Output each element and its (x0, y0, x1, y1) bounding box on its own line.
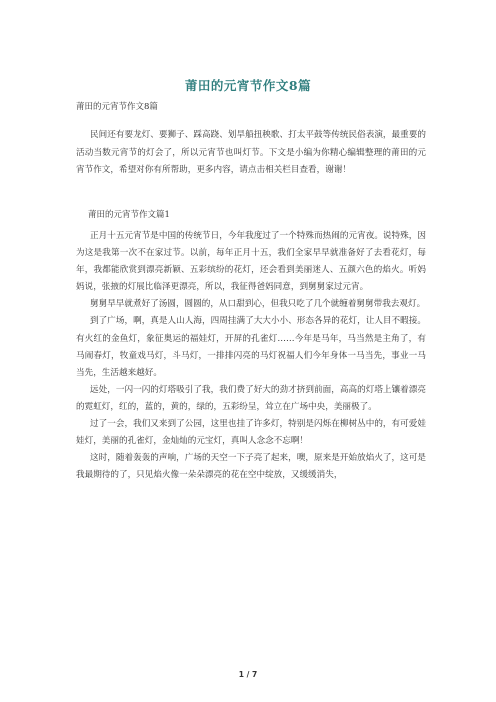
page-number: 1 / 7 (238, 670, 258, 679)
body-paragraph: 远处，一闪一闪的灯塔吸引了我，我们费了好大的劲才挤到前面，高高的灯塔上镶着漂亮的霓虹灯，红的，蓝的，黄的，绿的，五彩纷呈，耸立在广场中央，美丽极了。 (76, 384, 426, 412)
body-paragraph: 过了一会，我们又来到了公园，这里也挂了许多灯，特别是闪烁在柳树丛中的，有可爱娃娃灯，美丽的孔雀灯，金灿灿的元宝灯，真叫人念念不忘啊！ (76, 419, 426, 447)
document-subtitle: 莆田的元宵节作文8篇 (76, 102, 158, 112)
body-paragraph: 舅舅早早就煮好了汤圆，圆圆的，从口甜到心，但我只吃了几个就缠着舅舅带我去观灯。 (90, 299, 426, 310)
section-heading: 莆田的元宵节作文篇1 (88, 210, 170, 220)
intro-paragraph: 民间还有要龙灯、要狮子、踩高跷、划旱船扭秧歌、打太平鼓等传统民俗表演，最重要的活动当数元宵节的灯会了，所以元宵节也叫灯节。下文是小编为你精心编辑整理的莆田的元宵节作文，希望对你有所帮助，更多内容，请点击相关栏目查看，谢谢！ (76, 130, 426, 176)
document-title: 莆田的元宵节作文8篇 (184, 78, 312, 93)
body-paragraph: 这时，随着轰轰的声响，广场的天空一下子亮了起来，噢，原来是开始放焰火了，这可是我最期待的了，只见焰火像一朵朵漂亮的花在空中绽放，又缓缓消失， (76, 453, 426, 481)
body-paragraph: 到了广场，啊，真是人山人海，四周挂满了大大小小、形态各异的花灯，让人目不暇接。有火红的金鱼灯，象征奥运的福娃灯，开屏的孔雀灯……今年是马年，马当然是主角了，有马闹春灯，牧童戏马灯，斗马灯，一排排闪亮的马灯祝福人们今年身体一马当先，事业一马当先，生活越来越好。 (76, 316, 426, 378)
body-paragraph: 正月十五元宵节是中国的传统节日，今年我度过了一个特殊而热闹的元宵夜。说特殊，因为这是我第一次不在家过节。以前，每年正月十五，我们全家早早就准备好了去看花灯，每年，我都能欣赏到漂亮新颖、五彩缤纷的花灯，还会看到美丽迷人、五颜六色的焰火。听妈妈说，张掖的灯展比临泽更漂亮，所以，我征得爸妈同意，到舅舅家过元宵。 (76, 231, 426, 293)
essay-body (76, 228, 426, 484)
